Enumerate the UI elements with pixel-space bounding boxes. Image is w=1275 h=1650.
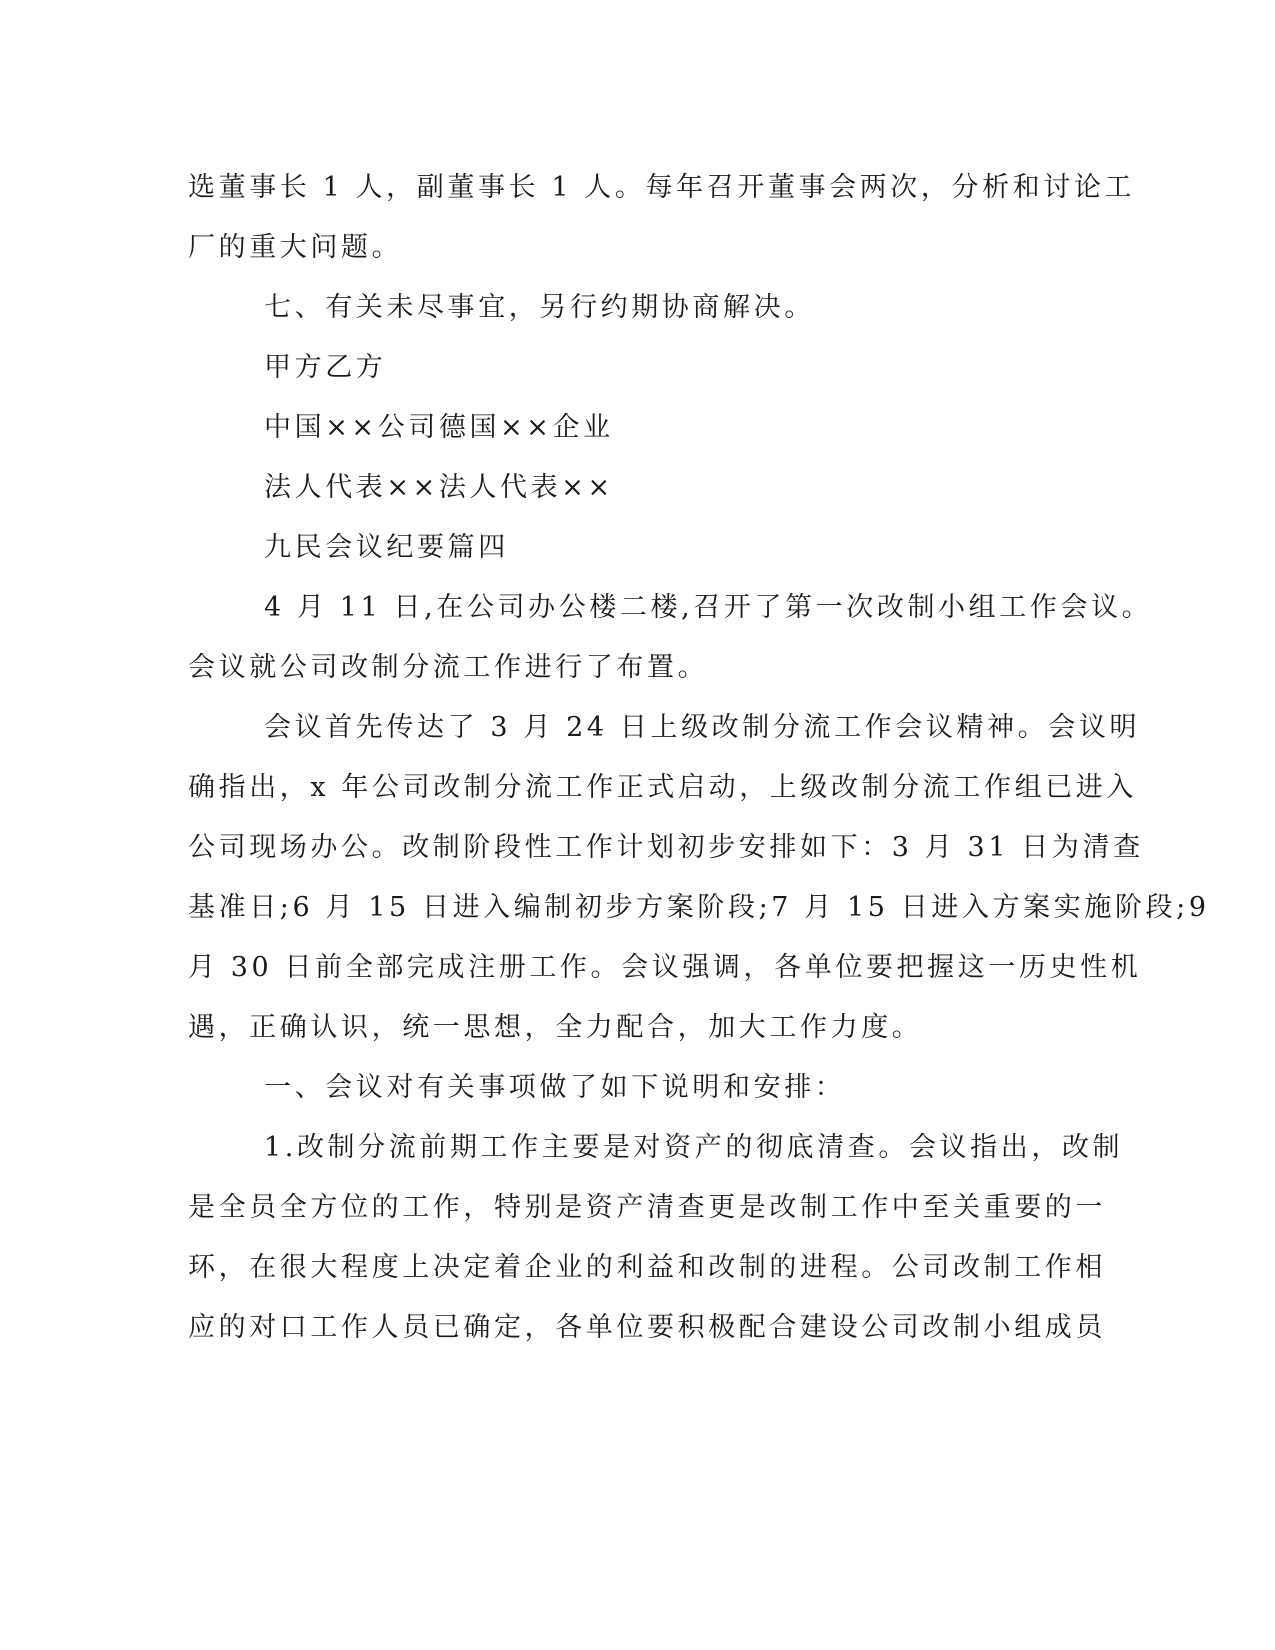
text-line: 基准日;6 月 15 日进入编制初步方案阶段;7 月 15 日进入方案实施阶段;9: [188, 892, 1210, 923]
text-line: 法人代表××法人代表××: [264, 472, 614, 503]
text-line: 应的对口工作人员已确定，各单位要积极配合建设公司改制小组成员: [188, 1312, 1106, 1343]
text-line: 是全员全方位的工作，特别是资产清查更是改制工作中至关重要的一: [188, 1192, 1106, 1223]
text-line: 遇，正确认识，统一思想，全力配合，加大工作力度。: [188, 1012, 923, 1043]
document-body: [188, 158, 1210, 1358]
text-line: 甲方乙方: [264, 352, 387, 383]
text-line: 公司现场办公。改制阶段性工作计划初步安排如下：3 月 31 日为清查: [188, 832, 1144, 863]
text-line: 厂的重大问题。: [188, 232, 403, 263]
text-line: 会议首先传达了 3 月 24 日上级改制分流工作会议精神。会议明: [264, 712, 1141, 743]
text-line: 1.改制分流前期工作主要是对资产的彻底清查。会议指出，改制: [264, 1132, 1124, 1163]
text-line: 确指出，x 年公司改制分流工作正式启动，上级改制分流工作组已进入: [188, 772, 1138, 803]
section-heading: 一、会议对有关事项做了如下说明和安排：: [264, 1072, 846, 1103]
section-title: 九民会议纪要篇四: [264, 532, 509, 563]
text-line: 月 30 日前全部完成注册工作。会议强调，各单位要把握这一历史性机: [188, 952, 1142, 983]
text-line: 会议就公司改制分流工作进行了布置。: [188, 652, 709, 683]
text-line: 选董事长 1 人，副董事长 1 人。每年召开董事会两次，分析和讨论工: [188, 172, 1136, 203]
text-line: 中国××公司德国××企业: [264, 412, 614, 443]
text-line: 环，在很大程度上决定着企业的利益和改制的进程。公司改制工作相: [188, 1252, 1106, 1283]
section-heading: 七、有关未尽事宜，另行约期协商解决。: [264, 292, 815, 323]
text-line: 4 月 11 日,在公司办公楼二楼,召开了第一次改制小组工作会议。: [264, 592, 1153, 623]
